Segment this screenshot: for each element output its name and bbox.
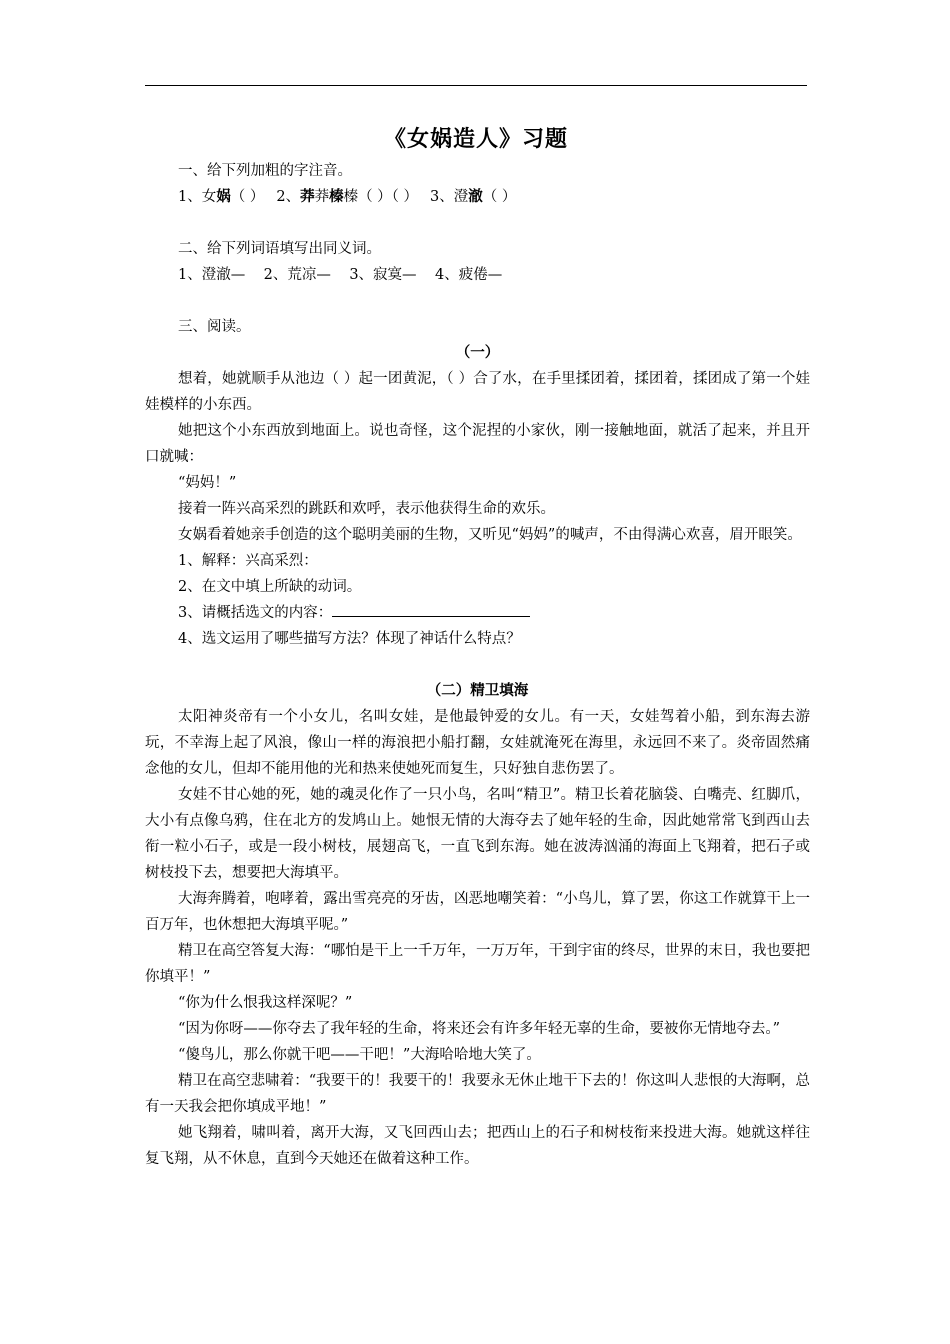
part2-label: （二）精卫填海 (426, 682, 529, 699)
part2-paragraph: 女娃不甘心她的死，她的魂灵化作了一只小鸟，名叫“精卫”。精卫长着花脑袋、白嘴壳、红脚爪，大小有点像乌鸦，住在北方的发鸠山上。她恨无情的大海夺去了她年轻的生命，因此她常常飞到西山去衔一粒小石子，或是一段小树枝，展翅高飞，一直飞到东海。她在波涛汹涌的海面上飞翔着，把石子或树枝投下去，想要把大海填平。 (145, 787, 810, 881)
part1-paragraph: 接着一阵兴高采烈的跳跃和欢呼，表示他获得生命的欢乐。 (178, 501, 555, 517)
part2-paragraph: 太阳神炎帝有一个小女儿，名叫女娃，是他最钟爱的女儿。有一天，女娃驾着小船，到东海去游玩，不幸海上起了风浪，像山一样的海浪把小船打翻，女娃就淹死在海里，永远回不来了。炎帝固然痛念他的女儿，但却不能用他的光和热来使她死而复生，只好独自悲伤罢了。 (145, 709, 810, 777)
part1-paragraph: 她把这个小东西放到地面上。说也奇怪，这个泥捏的小家伙，刚一接触地面，就活了起来，并且开口就喊： (145, 423, 810, 465)
question-2: 2、在文中填上所缺的动词。 (178, 579, 362, 595)
section2-heading: 二、给下列词语填写出同义词。 (178, 241, 381, 257)
bold-char: 莽 (300, 188, 315, 205)
section1-pinyin-line: 1、女娲（ ） 2、莽莽榛榛（ ）（ ） 3、澄澈（ ） (178, 188, 517, 205)
section3-heading: 三、阅读。 (178, 319, 251, 335)
question-1: 1、解释：兴高采烈： (178, 553, 318, 569)
part1-label: （一） (455, 344, 500, 361)
part2-paragraph: “傻鸟儿，那么你就干吧——干吧！”大海哈哈地大笑了。 (178, 1047, 541, 1063)
bold-char: 澈 (468, 188, 483, 205)
part2-paragraph: 大海奔腾着，咆哮着，露出雪亮亮的牙齿，凶恶地嘲笑着：“小鸟儿，算了罢，你这工作就算干上一百万年，也休想把大海填平呢。” (145, 891, 810, 933)
document-body (145, 158, 810, 1172)
part2-paragraph: “你为什么恨我这样深呢？” (178, 995, 353, 1011)
part2-paragraph: “因为你呀——你夺去了我年轻的生命，将来还会有许多年轻无辜的生命，要被你无情地夺去。” (178, 1021, 781, 1037)
bold-char: 娲 (216, 188, 231, 205)
part2-paragraph: 精卫在高空悲啸着：“我要干的！我要干的！我要永无休止地干下去的！你这叫人悲恨的大海啊，总有一天我会把你填成平地！” (145, 1073, 810, 1115)
part1-paragraph: 女娲看着她亲手创造的这个聪明美丽的生物，又听见“妈妈”的喊声，不由得满心欢喜，眉开眼笑。 (178, 527, 802, 543)
part1-paragraph: “妈妈！” (178, 475, 237, 491)
section1-heading: 一、给下列加粗的字注音。 (178, 163, 352, 179)
part2-paragraph: 她飞翔着，啸叫着，离开大海，又飞回西山去；把西山上的石子和树枝衔来投进大海。她就这样往复飞翔，从不休息，直到今天她还在做着这种工作。 (145, 1125, 810, 1167)
question-3: 3、请概括选文的内容： (145, 600, 810, 626)
part2-paragraph: 精卫在高空答复大海：“哪怕是干上一千万年，一万万年，干到宇宙的终尽，世界的末日，我也要把你填平！” (145, 943, 810, 985)
section2-synonym-line: 1、澄澈— 2、荒凉— 3、寂寞— 4、疲倦— (178, 267, 503, 283)
header-rule (145, 85, 807, 86)
part1-paragraph: 想着，她就顺手从池边（ ）起一团黄泥，（ ）合了水，在手里揉团着，揉团着，揉团成了第一个娃娃模样的小东西。 (145, 371, 810, 413)
page-title: 《女娲造人》习题 (383, 127, 568, 152)
bold-char: 榛 (329, 188, 344, 205)
question-4: 4、选文运用了哪些描写方法？体现了神话什么特点？ (178, 631, 521, 647)
answer-blank (332, 600, 530, 617)
